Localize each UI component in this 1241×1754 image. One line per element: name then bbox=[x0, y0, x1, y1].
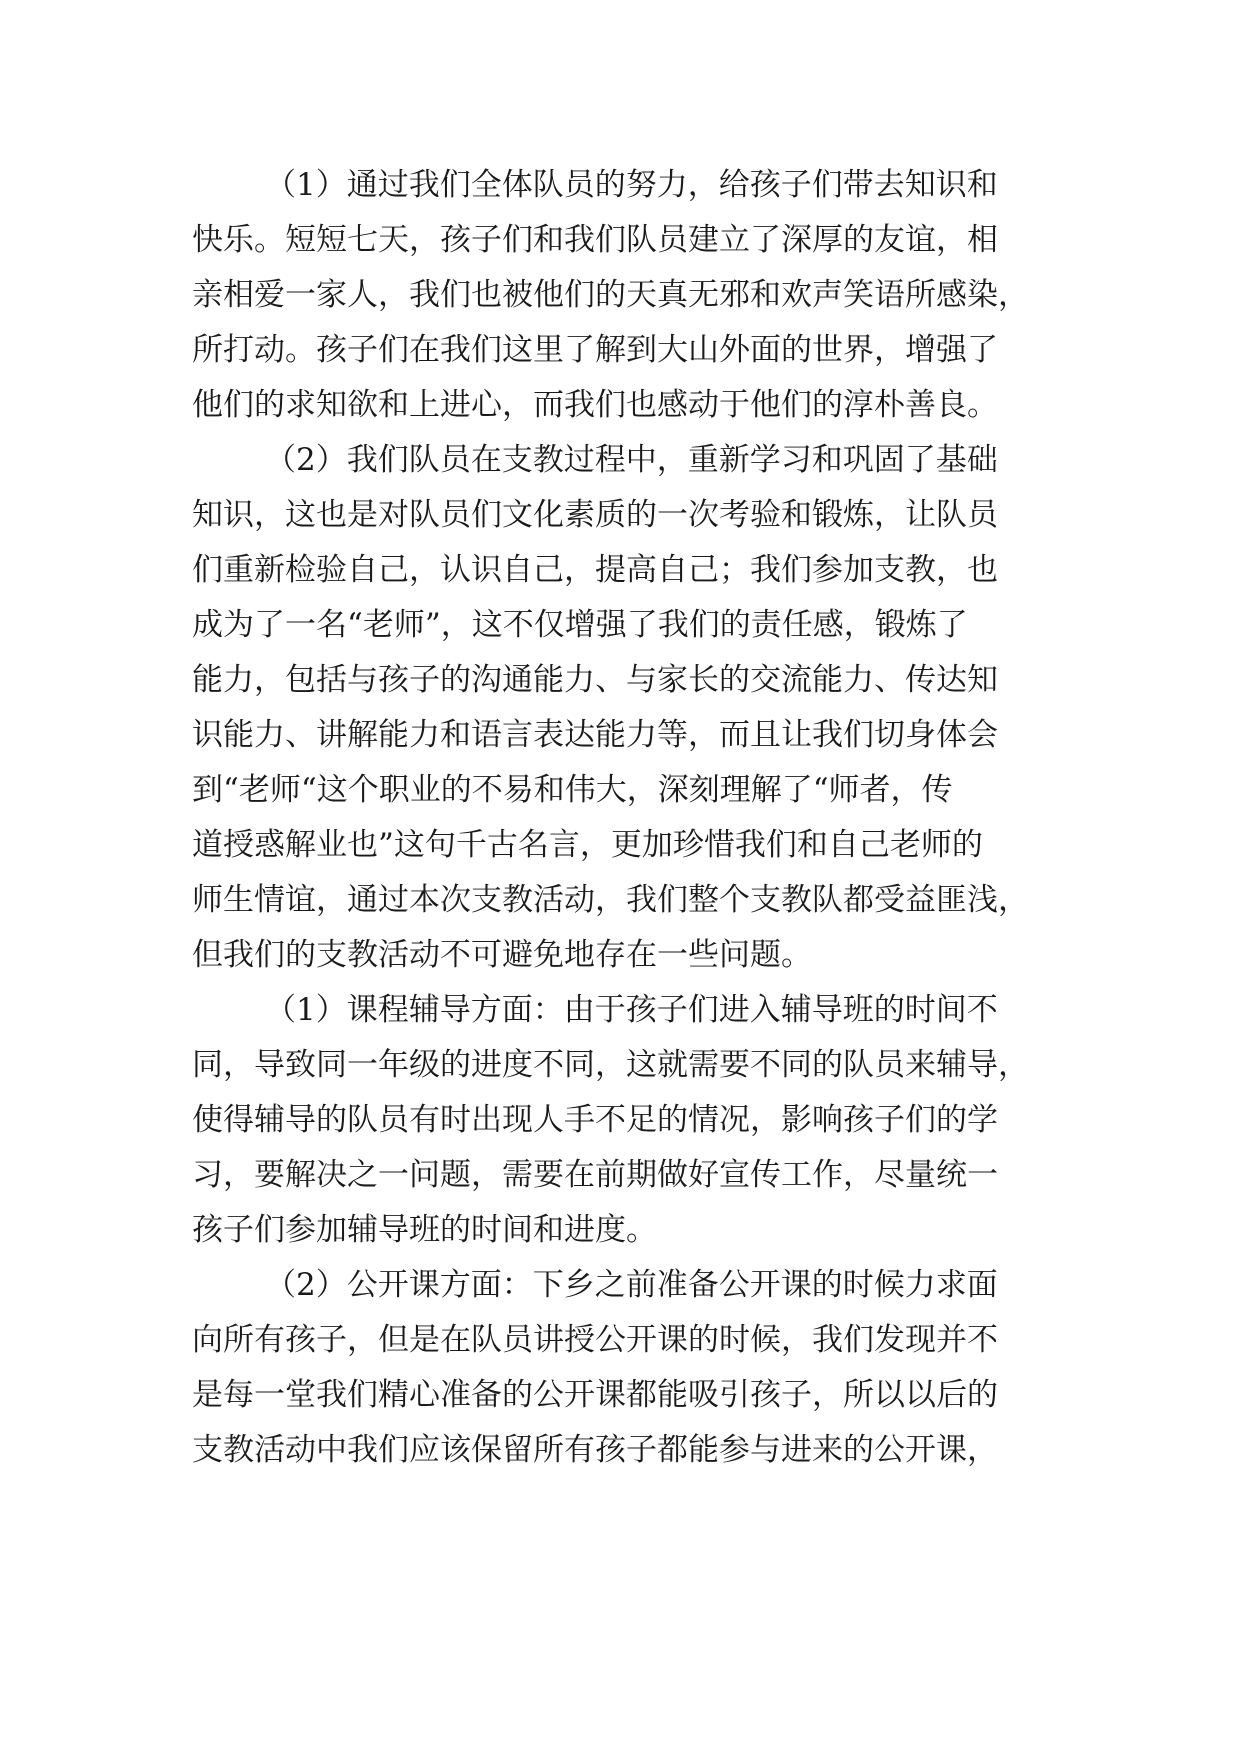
paragraph-line: 同，导致同一年级的进度不同，这就需要不同的队员来辅导， bbox=[192, 1047, 1029, 1083]
paragraph-line: 快乐。短短七天，孩子们和我们队员建立了深厚的友谊，相 bbox=[192, 222, 998, 258]
paragraph-line: 道授惑解业也”这句千古名言，更加珍惜我们和自己老师的 bbox=[192, 827, 983, 863]
paragraph-line: 习，要解决之一问题，需要在前期做好宣传工作，尽量统一 bbox=[192, 1157, 998, 1193]
paragraph-line: 是每一堂我们精心准备的公开课都能吸引孩子，所以以后的 bbox=[192, 1377, 998, 1413]
paragraph-line: 到“老师“这个职业的不易和伟大，深刻理解了“师者，传 bbox=[192, 772, 953, 808]
paragraph-line: （2）我们队员在支教过程中，重新学习和巩固了基础 bbox=[265, 442, 998, 478]
paragraph-line: 们重新检验自己，认识自己，提高自己；我们参加支教，也 bbox=[192, 552, 998, 588]
paragraph-line: 但我们的支教活动不可避免地存在一些问题。 bbox=[192, 937, 812, 973]
paragraph-line: 所打动。孩子们在我们这里了解到大山外面的世界，增强了 bbox=[192, 332, 998, 368]
paragraph-line: 他们的求知欲和上进心，而我们也感动于他们的淳朴善良。 bbox=[192, 387, 998, 423]
paragraph-line: 支教活动中我们应该保留所有孩子都能参与进来的公开课， bbox=[192, 1432, 998, 1468]
paragraph-line: 使得辅导的队员有时出现人手不足的情况，影响孩子们的学 bbox=[192, 1102, 998, 1138]
paragraph-line: （2）公开课方面：下乡之前准备公开课的时候力求面 bbox=[265, 1267, 998, 1303]
paragraph-line: 识能力、讲解能力和语言表达能力等，而且让我们切身体会 bbox=[192, 717, 998, 753]
paragraph-line: 孩子们参加辅导班的时间和进度。 bbox=[192, 1212, 657, 1248]
paragraph-line: 师生情谊，通过本次支教活动，我们整个支教队都受益匪浅， bbox=[192, 882, 1029, 918]
paragraph-line: 成为了一名“老师”，这不仅增强了我们的责任感，锻炼了 bbox=[192, 607, 968, 643]
paragraph-line: 向所有孩子，但是在队员讲授公开课的时候，我们发现并不 bbox=[192, 1322, 998, 1358]
body-text bbox=[192, 158, 1062, 1478]
paragraph-line: （1）通过我们全体队员的努力，给孩子们带去知识和 bbox=[265, 167, 998, 203]
paragraph-line: 亲相爱一家人，我们也被他们的天真无邪和欢声笑语所感染， bbox=[192, 277, 1029, 313]
paragraph-line: 能力，包括与孩子的沟通能力、与家长的交流能力、传达知 bbox=[192, 662, 998, 698]
paragraph-line: 知识，这也是对队员们文化素质的一次考验和锻炼，让队员 bbox=[192, 497, 998, 533]
paragraph-line: （1）课程辅导方面：由于孩子们进入辅导班的时间不 bbox=[265, 992, 998, 1028]
